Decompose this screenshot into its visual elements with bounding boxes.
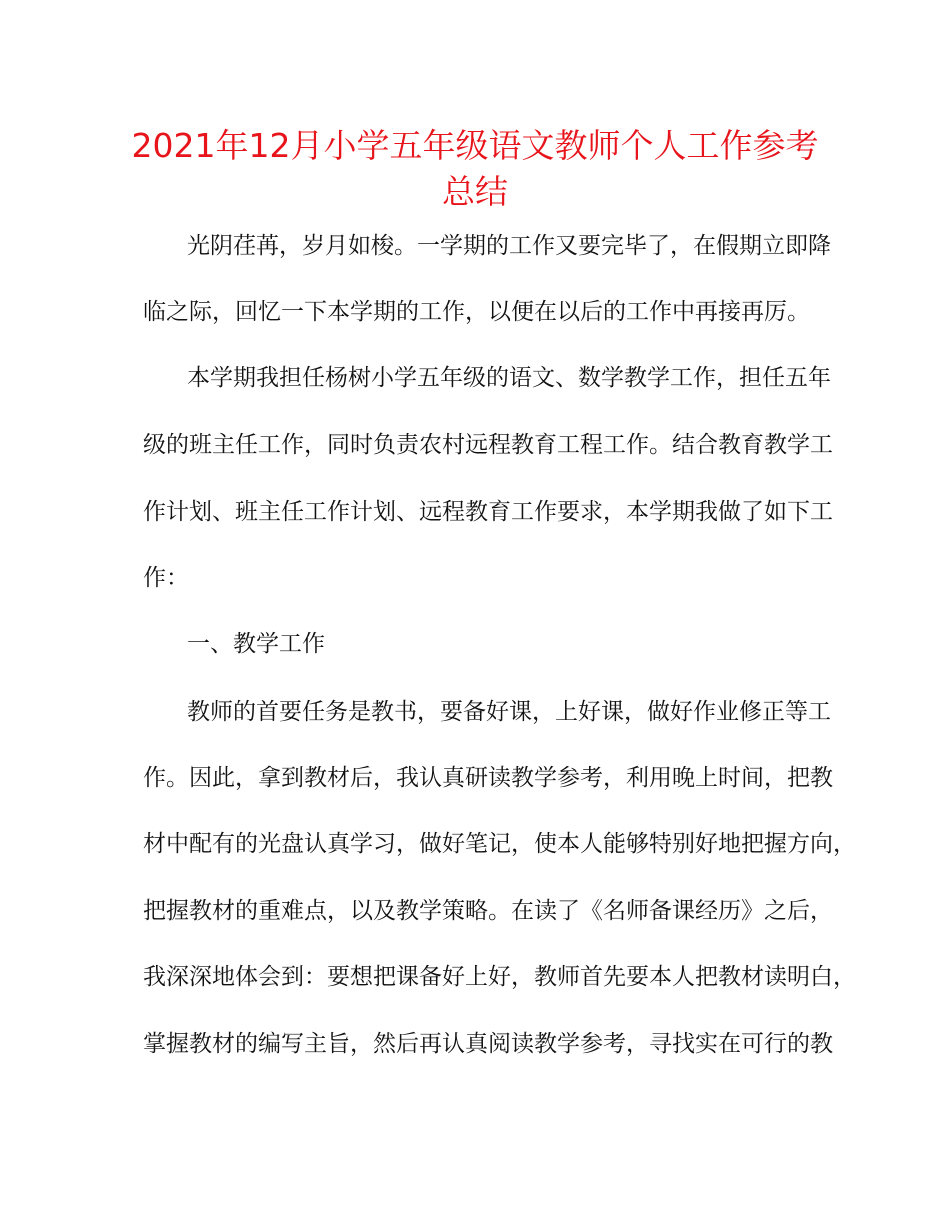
paragraph-2-line-3: 作计划、班主任工作计划、远程教育工作要求，本学期我做了如下工 — [143, 499, 833, 525]
paragraph-3-line-5: 我深深地体会到：要想把课备好上好，教师首先要本人把教材读明白， — [143, 964, 856, 990]
paragraph-3-line-1: 教师的首要任务是教书，要备好课，上好课，做好作业修正等工 — [187, 699, 831, 725]
paragraph-3-line-3: 材中配有的光盘认真学习，做好笔记，使本人能够特别好地把握方向， — [143, 831, 856, 857]
paragraph-2-line-1: 本学期我担任杨树小学五年级的语文、数学教学工作，担任五年 — [187, 365, 831, 391]
paragraph-3-line-6: 掌握教材的编写主旨，然后再认真阅读教学参考，寻找实在可行的教 — [143, 1031, 833, 1057]
paragraph-2-line-4: 作： — [143, 565, 189, 591]
paragraph-2-line-2: 级的班主任工作，同时负责农村远程教育工程工作。结合教育教学工 — [143, 432, 833, 458]
document-title-line-2: 总结 — [442, 172, 508, 211]
document-title-line-1: 2021年12月小学五年级语文教师个人工作参考 — [131, 126, 819, 165]
paragraph-3-line-2: 作。因此，拿到教材后，我认真研读教学参考，利用晚上时间，把教 — [143, 765, 833, 791]
section-heading-teaching: 一、教学工作 — [187, 631, 325, 657]
paragraph-1-line-1: 光阴荏苒，岁月如梭。一学期的工作又要完毕了，在假期立即降 — [187, 233, 831, 259]
paragraph-3-line-4: 把握教材的重难点，以及教学策略。在读了《名师备课经历》之后， — [143, 898, 833, 924]
paragraph-1-line-2: 临之际，回忆一下本学期的工作，以便在以后的工作中再接再厉。 — [143, 299, 810, 325]
